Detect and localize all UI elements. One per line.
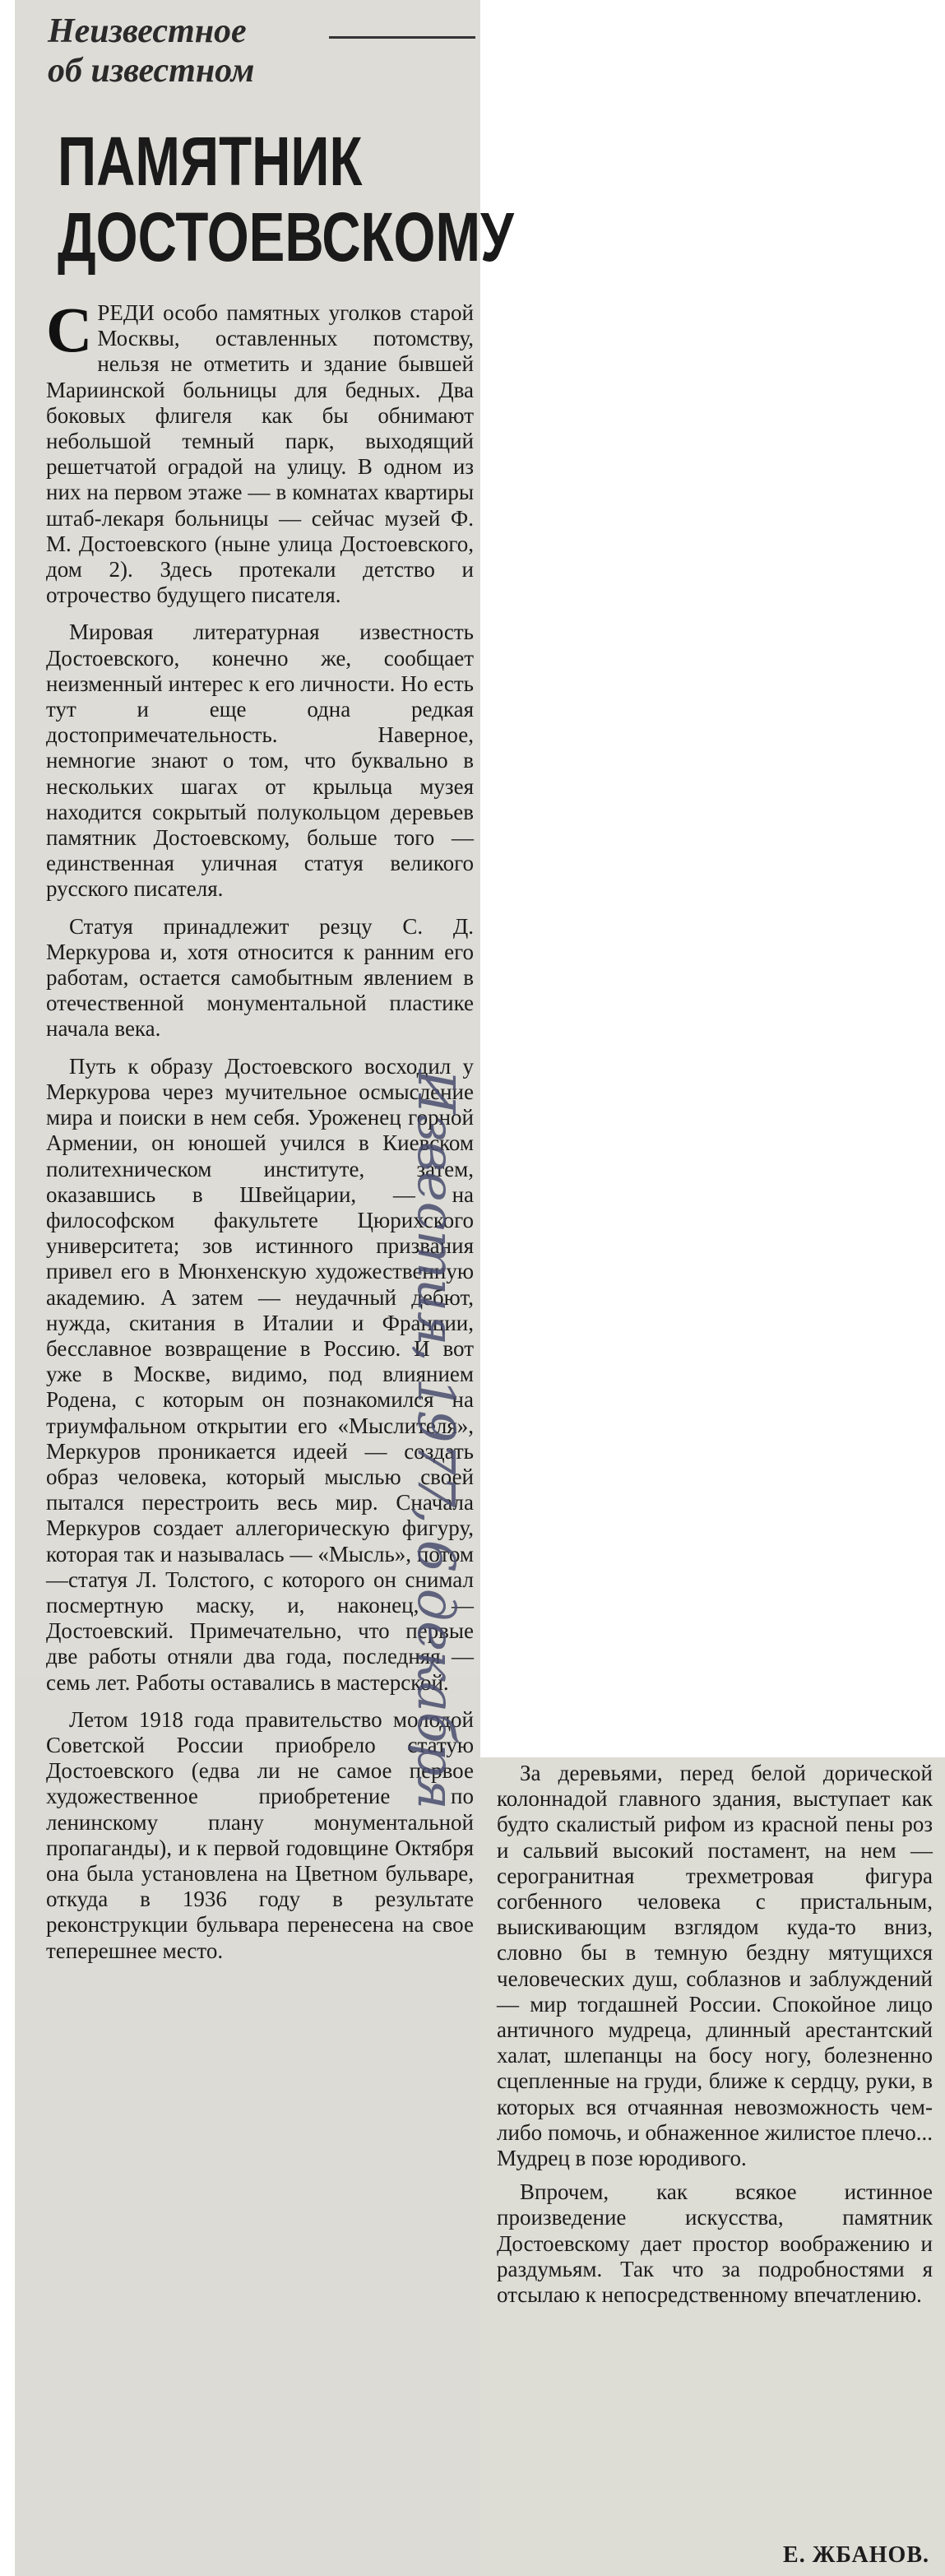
rubric-rule: [329, 36, 475, 39]
lead-in: РЕДИ: [97, 300, 155, 325]
article-paragraph: Впрочем, как всякое истинное произведение искусства, памятник Достоевскому дает простор воображению и раздумьям. Так что за подробностями я отсылаю к непосредственному впечатлению.: [497, 2179, 933, 2308]
article-headline: ПАМЯТНИК ДОСТОЕВСКОМУ: [58, 123, 514, 276]
paragraph-text: особо памятных уголков старой Москвы, оставленных потомству, нельзя не отметить и здание бывшей Мариинской больницы для бедных. Два боковых флигеля как бы обнимают небольшой темный парк, выходящий решетчатой оградой на улицу. В одном из них на первом этаже — в комнатах квартиры штаб-лекаря больницы — сейчас музей Ф. М. Достоевского (ныне улица Достоевского, дом 2). Здесь протекали детство и отрочество будущего писателя.: [46, 300, 474, 608]
article-paragraph: Статуя принадлежит резцу С. Д. Меркурова и, хотя относится к ранним его работам, остается самобытным явлением в отечественной монументальной пластике начала века.: [46, 913, 474, 1042]
article-paragraph: За деревьями, перед белой дорической колоннадой главного здания, выступает как будто скалистый рифом из красной пены роз и сальвий высокий постамент, на нем — серогранитная трехметровая фигура согбенного человека с пристальным, выискивающим взглядом куда-то вниз, словно бы в темную бездну мятущихся человеческих душ, соблазнов и заблуждений — мир тогдашней России. Спокойное лицо античного мудреца, длинный арестантский халат, шлепанцы на босу ногу, болезненно сцепленные на груди, ближе к сердцу, руки, в которых вся отчаянная невозможность чем-либо помочь, и обнаженное жилистое плечо... Мудрец в позе юродивого.: [497, 1761, 933, 2171]
article-paragraph: Летом 1918 года правительство молодой Советской России приобрело статую Достоевского (едва ли не самое первое художественное приобретение по ленинскому плану монументальной пропаганды), и к первой годовщине Октября она была установлена на Цветном бульваре, откуда в 1936 году в результате реконструкции бульвара перенесена на свое теперешнее место.: [46, 1706, 474, 1963]
handwritten-note: Известия, 1977, 6 декабря: [406, 1070, 466, 1810]
article-paragraph: [46, 294, 474, 608]
drop-cap: С: [46, 294, 93, 365]
rubric-label: Неизвестное об известном: [48, 12, 255, 90]
article-paragraph: Путь к образу Достоевского восходил у Меркурова через мучительное осмысление мира и поиски в нем себя. Уроженец горной Армении, он юношей учился в Киевском политехническом институте, затем, оказавшись в Швейцарии, — на философском факультете Цюрихского университета; зов истинного призвания привел его в Мюнхенскую художественную академию. А затем — неудачный дебют, нужда, скитания в Италии и Франции, бесславное возвращение в Россию. И вот уже в Москве, видимо, под влиянием Родена, с которым он познакомился на триумфальном открытии его «Мыслителя», Меркуров проникается идеей — создать образ человека, который мыслью своей пытался перестроить весь мир. Сначала Меркуров создает аллегорическую фигуру, которая так и называлась — «Мысль», потом—статуя Л. Толстого, с которого он снимал посмертную маску, и, наконец, — Достоевский. Примечательно, что первые две работы отняли два года, последняя — семь лет. Работы оставались в мастерской.: [46, 1053, 474, 1695]
author-signature: Е. ЖБАНОВ.: [783, 2542, 929, 2568]
article-paragraph: Мировая литературная известность Достоевского, конечно же, сообщает неизменный интерес к его личности. Но есть тут и еще одна редкая достопримечательность. Наверное, немногие знают о том, что буквально в нескольких шагах от крыльца музея находится сокрытый полукольцом деревьев памятник Достоевскому, больше того — единственная уличная статуя великого русского писателя.: [46, 620, 474, 902]
article-continuation: [497, 1761, 933, 2308]
